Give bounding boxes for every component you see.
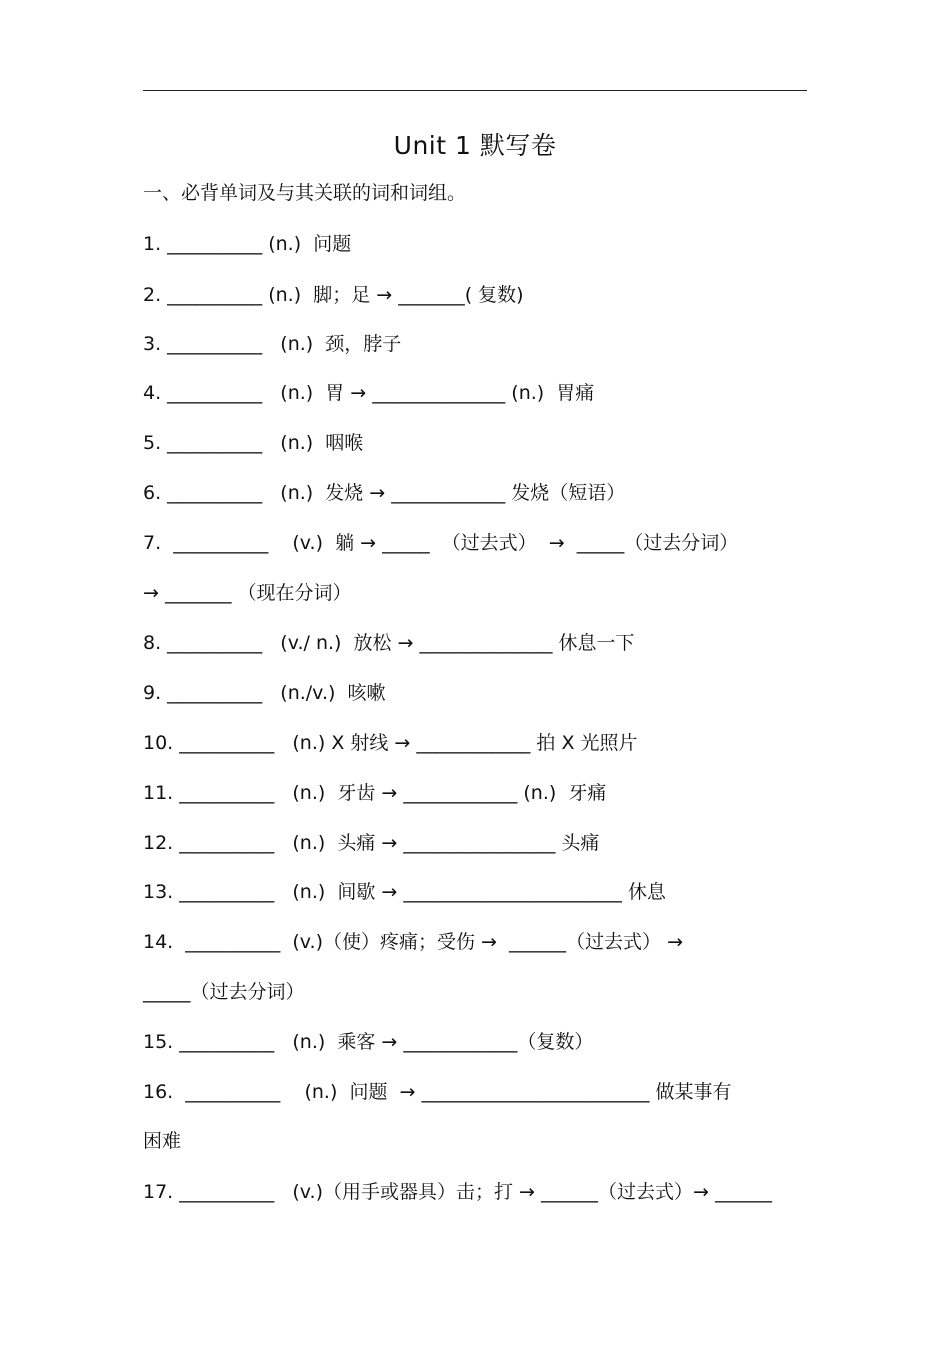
item-17: 17. __________ (v.)（用手或器具）击；打 → ______（过去式）→ ______ — [143, 1181, 772, 1203]
item-5: 5. __________ (n.) 咽喉 — [143, 432, 364, 454]
item-3: 3. __________ (n.) 颈，脖子 — [143, 333, 402, 355]
item-16: 16. __________ (n.) 问题 → ________________________ 做某事有 — [143, 1081, 732, 1103]
item-6: 6. __________ (n.) 发烧 → ____________ 发烧（短语） — [143, 482, 626, 504]
item-2: 2. __________ (n.) 脚；足 → _______( 复数) — [143, 284, 524, 306]
item-14-continued: _____（过去分词） — [143, 981, 305, 1003]
item-15: 15. __________ (n.) 乘客 → ____________（复数） — [143, 1031, 594, 1053]
item-9: 9. __________ (n./v.) 咳嗽 — [143, 682, 386, 704]
page-title: Unit 1 默写卷 — [393, 131, 557, 160]
item-13: 13. __________ (n.) 间歇 → _______________________ 休息 — [143, 881, 666, 903]
item-8: 8. __________ (v./ n.) 放松 → ______________ 休息一下 — [143, 632, 635, 654]
item-1: 1. __________ (n.) 问题 — [143, 233, 352, 255]
section-heading: 一、必背单词及与其关联的词和词组。 — [143, 182, 467, 204]
item-12: 12. __________ (n.) 头痛 → ________________ 头痛 — [143, 832, 600, 854]
item-4: 4. __________ (n.) 胃 → ______________ (n.) 胃痛 — [143, 382, 595, 404]
item-11: 11. __________ (n.) 牙齿 → ____________ (n.) 牙痛 — [143, 782, 607, 804]
item-10: 10. __________ (n.) X 射线 → ____________ 拍 X 光照片 — [143, 732, 638, 754]
header-rule — [143, 90, 807, 91]
item-7-continued: → _______ （现在分词） — [143, 582, 352, 604]
item-14: 14. __________ (v.)（使）疼痛；受伤 → ______（过去式） → — [143, 931, 684, 953]
item-16-continued: 困难 — [143, 1130, 182, 1152]
item-7: 7. __________ (v.) 躺 → _____ （过去式） → _____（过去分词） — [143, 532, 739, 554]
